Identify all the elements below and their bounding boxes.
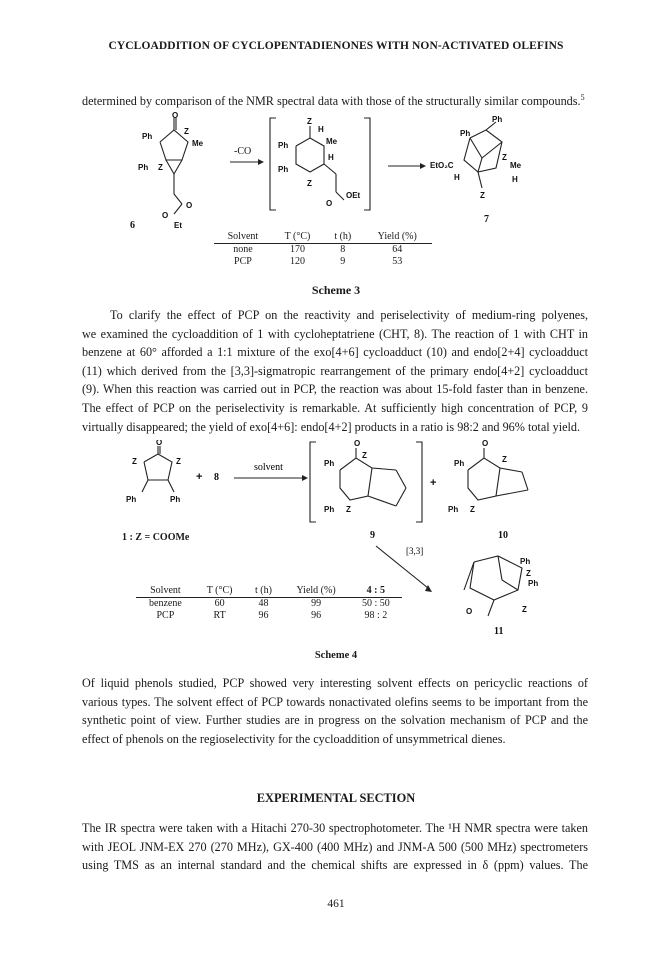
s4-c1-ph2: Ph [170,495,181,504]
s3-th-yield: Yield (%) [362,230,432,244]
s4-rearr-label: [3,3] [406,546,424,556]
s4-th-ratio: 4 : 5 [350,584,402,598]
s3-int-o: O [326,199,333,208]
s3-p-eto2c: EtO₂C [430,161,454,170]
compound-9-number: 9 [370,530,375,541]
p1-line-2: we examined the cycloaddition of 1 with cycloheptatriene (CHT, 8). The reaction of 1 with CHT in [82,326,588,341]
s3-th-time: t (h) [323,230,362,244]
scheme4-table-header [136,584,402,598]
s4-c9-z1: Z [362,451,367,460]
s3-cell: 53 [392,256,403,267]
p2-line-4: effect of phenols on the regioselectivity for the cycloaddition of unsymmetrical dienes. [82,731,506,746]
s4-cell: 96 [311,610,322,621]
running-header: CYCLOADDITION OF CYCLOPENTADIENONES WITH NON-ACTIVATED OLEFINS [108,40,564,52]
s4-th-yield: Yield (%) [282,584,349,598]
compound-6-number: 6 [130,220,135,230]
s4-c10-ph2: Ph [448,505,459,514]
s4-th-temp: T (°C) [195,584,245,598]
s3-th-solvent: Solvent [214,230,272,244]
s4-plus-2: + [430,477,437,489]
s4-c9-z2: Z [346,505,351,514]
s4-c1-z2: Z [176,457,181,466]
p1-line-5: (9). When this reaction was carried out in PCP, the reaction was about 15-fold faster than in benzene. [82,382,588,397]
s4-c10-z1: Z [502,455,507,464]
compound-11-drawing [464,556,522,616]
s3-et: Et [174,221,182,230]
paragraph-2 [82,674,588,748]
scheme4-table [136,584,402,622]
s4-cell: 98 : 2 [364,610,388,621]
s4-c11-o: O [466,607,473,616]
s3-ph-1: Ph [142,132,153,141]
s4-th-solvent: Solvent [136,584,195,598]
p2-line-2: various types. The solvent effect of PCP towards nonactivated olefins seems to be important from the [82,694,588,709]
paragraph-1 [82,306,588,436]
s3-int-h1: H [318,125,324,134]
table-row [214,256,432,268]
s3-arrow-label: -CO [234,146,252,157]
intro-line [82,93,585,109]
s3-int-ph2: Ph [278,165,289,174]
s3-bracket-right [364,118,370,210]
s4-c10-o: O [482,440,489,448]
compound-11-number: 11 [494,626,504,637]
s3-p-h1: H [454,173,460,182]
s3-p-z1: Z [502,153,507,162]
s4-arrowhead-1 [302,475,308,481]
p1-line-3: benzene at 60° afforded a 1:1 mixture of the exo[4+6] cycloadduct (10) and endo[2+4] cycloadduct [82,345,588,360]
page-number: 461 [327,898,345,910]
s3-cell: 120 [289,256,305,267]
s3-cell: PCP [234,256,252,267]
scheme3-structures [130,112,560,230]
s4-plus-1: + [196,471,203,483]
s3-bracket-left [270,118,276,210]
s3-int-h2: H [328,153,334,162]
compound-10-drawing [468,448,528,500]
s3-o-ester: O [186,201,193,210]
s4-cell: 60 [214,598,225,609]
p3-line-2: with JEOL JNM-EX 270 (270 MHz), GX-400 (400 MHz) and JNM-A 500 (500 MHz) spectrometers [82,839,588,854]
s3-cell: 64 [392,244,403,255]
compound-1-drawing [142,446,174,492]
s4-cell: PCP [156,610,175,621]
s3-cell: 170 [289,244,305,255]
s3-z-2: Z [158,163,163,172]
s4-cell: RT [213,610,226,621]
p1-line-4: (11) which derived from the [3,3]-sigmatropic rearrangement of the primary endo[4+2] cycloadduct [82,363,588,378]
p2-line-3: synthetic point of view. Further studies are in progress on the solvation mechanism of PCP and the [82,713,588,728]
table-row [136,610,402,622]
table-row [136,598,402,611]
s4-cell: 48 [258,598,269,609]
s3-int-oet: OEt [346,191,361,200]
s3-o-ester2: O [162,211,169,220]
compound-9-drawing [340,448,406,506]
table-row [214,244,432,257]
p2-line-1: Of liquid phenols studied, PCP showed very interesting solvent effects on pericyclic reactions of [82,676,588,690]
s4-th-time: t (h) [244,584,282,598]
p1-line-1: To clarify the effect of PCP on the reactivity and periselectivity of medium-ring polyenes, [110,308,588,322]
s4-cell: benzene [149,598,182,609]
p3-line-3: using TMS as an internal standard and the chemical shifts are expressed in δ (ppm) values. The [82,858,588,873]
s4-c1-z1: Z [132,457,137,466]
scheme3-table [214,230,432,268]
s3-me-1: Me [192,139,204,148]
s3-cell: none [233,244,253,255]
compound-7-number: 7 [484,214,489,225]
intro-text: determined by comparison of the NMR spectral data with those of the structurally similar compounds. [82,94,581,109]
s3-ph-2: Ph [138,163,149,172]
s4-bracket-left [310,442,316,522]
s3-p-me: Me [510,161,522,170]
compound-1-note: 1 : Z = COOMe [122,532,190,543]
compound-10-number: 10 [498,530,508,541]
s4-c1-ph1: Ph [126,495,137,504]
s4-cell: 96 [258,610,269,621]
s4-bracket-right [416,442,422,522]
s4-c11-ph1: Ph [520,557,531,566]
s4-c10-ph1: Ph [454,459,465,468]
s3-int-ph1: Ph [278,141,289,150]
s3-th-temp: T (°C) [272,230,323,244]
s4-c9-ph2: Ph [324,505,335,514]
s3-p-ph1: Ph [492,115,503,124]
s4-c9-o: O [354,440,361,448]
s4-c9-ph1: Ph [324,459,335,468]
s3-o-top: O [172,112,179,120]
s3-int-z1: Z [307,117,312,126]
s3-arrowhead-1 [258,159,264,165]
reagent-8-number: 8 [214,472,219,483]
scheme3-caption: Scheme 3 [311,283,361,297]
intro-reference: 5 [580,93,585,102]
p3-line-1: The IR spectra were taken with a Hitachi 270-30 spectrophotometer. The ¹H NMR spectra were taken [82,821,588,835]
s4-c10-z2: Z [470,505,475,514]
section-title: EXPERIMENTAL SECTION [256,791,416,805]
s3-p-z2: Z [480,191,485,200]
s4-cell: 50 : 50 [361,598,390,609]
scheme3-table-header [214,230,432,244]
s3-int-me: Me [326,137,338,146]
s3-p-h2: H [512,175,518,184]
s3-arrowhead-2 [420,163,426,169]
s4-arrow-label: solvent [254,462,283,473]
paragraph-3 [82,819,588,875]
s3-cell: 8 [340,244,346,255]
s3-p-ph2: Ph [460,129,471,138]
s4-c1-o: O [156,440,163,447]
scheme4-caption: Scheme 4 [314,650,358,661]
s4-cell: 99 [311,598,322,609]
s3-int-z2: Z [307,179,312,188]
s3-cell: 9 [340,256,346,267]
s4-c11-z2: Z [522,605,527,614]
s4-c11-z1: Z [526,569,531,578]
p1-line-7: virtually disappeared; the yield of exo[4+6]: endo[4+2] products in a ratio is 98:2 and 96% total yield. [82,419,581,434]
s4-c11-ph2: Ph [528,579,539,588]
s3-z-1: Z [184,127,189,136]
p1-line-6: The effect of PCP on the periselectivity is remarkable. At sufficiently high concentration of PCP, 9 [82,400,588,415]
